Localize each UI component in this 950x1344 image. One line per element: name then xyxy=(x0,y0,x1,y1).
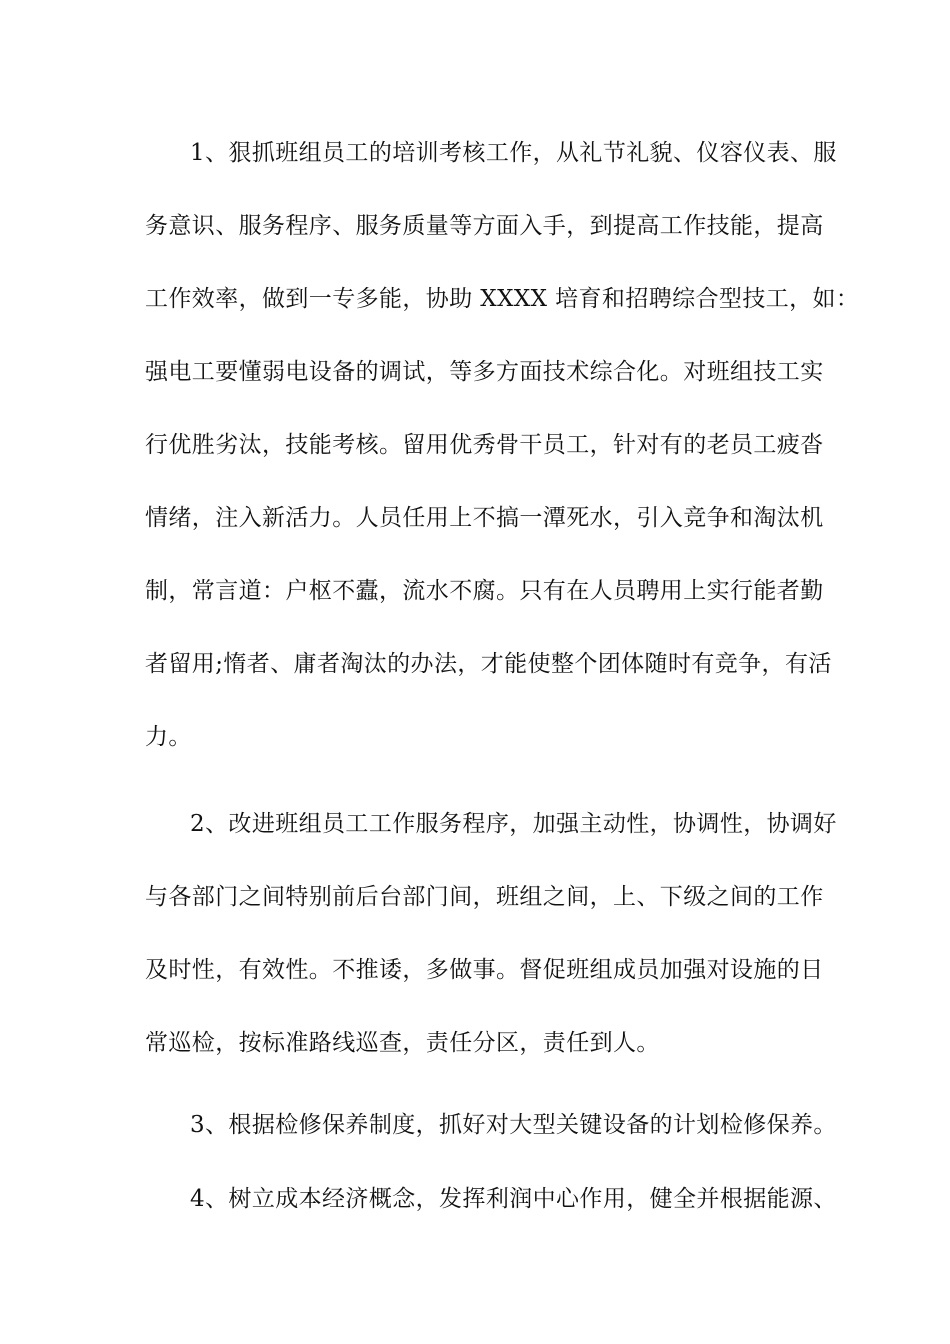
paragraph-3-line-1: 3、根据检修保养制度，抓好对大型关键设备的计划检修保养。 xyxy=(190,1112,837,1138)
paragraph-2-line-4: 常巡检，按标准路线巡查，责任分区，责任到人。 xyxy=(145,1030,660,1056)
paragraph-1-line-1: 1、狠抓班组员工的培训考核工作，从礼节礼貌、仪容仪表、服 xyxy=(190,140,837,166)
paragraph-1-line-5: 行优胜劣汰，技能考核。留用优秀骨干员工，针对有的老员工疲沓 xyxy=(145,432,824,458)
paragraph-4-line-1: 4、树立成本经济概念，发挥利润中心作用，健全并根据能源、 xyxy=(190,1186,837,1212)
paragraph-2-line-3: 及时性，有效性。不推诿，多做事。督促班组成员加强对设施的日 xyxy=(145,957,824,983)
paragraph-1-line-7: 制，常言道：户枢不蠹，流水不腐。只有在人员聘用上实行能者勤 xyxy=(145,578,824,604)
paragraph-1-line-4: 强电工要懂弱电设备的调试，等多方面技术综合化。对班组技工实 xyxy=(145,359,824,385)
paragraph-2-line-1: 2、改进班组员工工作服务程序，加强主动性，协调性，协调好 xyxy=(190,811,837,837)
paragraph-1-line-8: 者留用;惰者、庸者淘汰的办法，才能使整个团体随时有竞争，有活 xyxy=(145,651,832,677)
paragraph-1-line-9: 力。 xyxy=(145,724,192,750)
paragraph-1-line-3: 工作效率，做到一专多能，协助 XXXX 培育和招聘综合型技工，如： xyxy=(145,286,860,312)
paragraph-1-line-6: 情绪，注入新活力。人员任用上不搞一潭死水，引入竞争和淘汰机 xyxy=(145,505,824,531)
paragraph-1-line-2: 务意识、服务程序、服务质量等方面入手，到提高工作技能，提高 xyxy=(145,213,824,239)
paragraph-2-line-2: 与各部门之间特别前后台部门间，班组之间，上、下级之间的工作 xyxy=(145,884,824,910)
